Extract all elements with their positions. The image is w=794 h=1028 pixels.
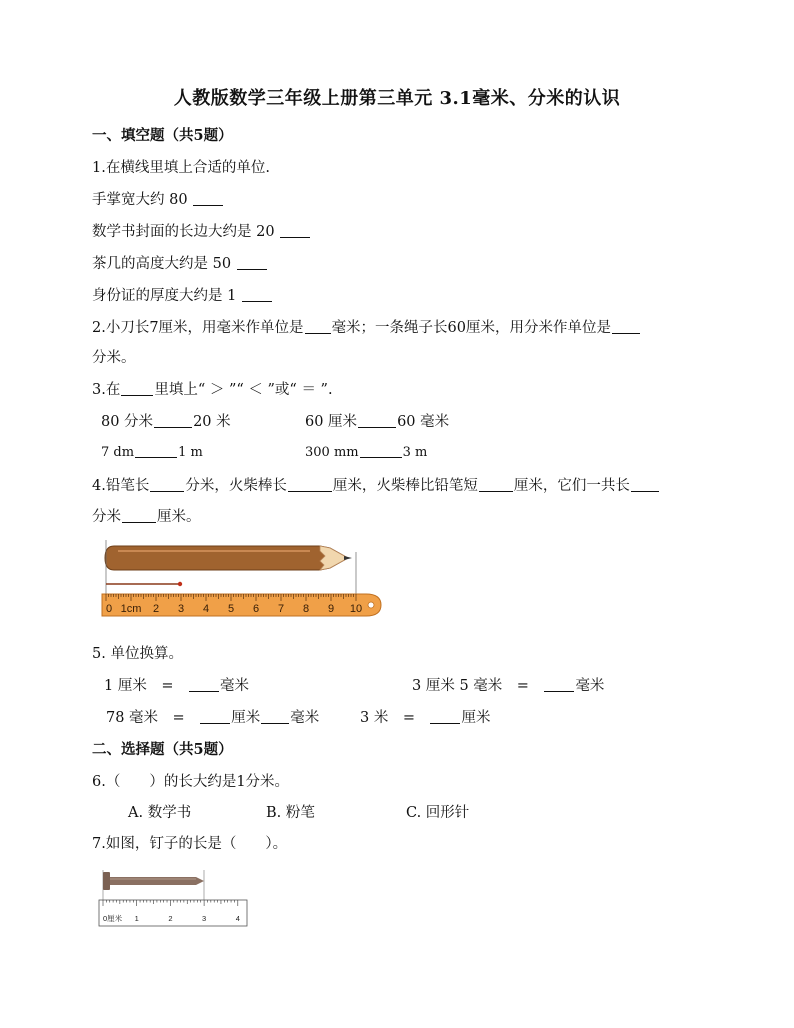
answer-blank[interactable] [358, 413, 396, 428]
ruler-label: 1cm [120, 603, 142, 615]
ruler-label: 3 [177, 603, 185, 615]
q7-stem: 7.如图，钉子的长是（ ）。 [92, 836, 288, 852]
q5-item-2: 3 厘米 5 毫米 = 毫米 [412, 678, 605, 694]
q5-item-3: 78 毫米 = 厘米 毫米 [106, 710, 320, 726]
nail-ruler-figure [98, 866, 250, 928]
ruler-label: 0 [106, 603, 113, 615]
q3-compare-2: 60 厘米 60 毫米 [305, 414, 450, 430]
ruler-label: 5 [227, 603, 235, 615]
answer-blank[interactable] [288, 477, 332, 492]
q6-option-b[interactable]: B. 粉笔 [266, 805, 315, 821]
answer-blank[interactable] [544, 677, 574, 692]
answer-blank[interactable] [280, 223, 310, 238]
q6-stem: 6.（ ）的长大约是1分米。 [92, 774, 290, 790]
answer-blank[interactable] [122, 508, 156, 523]
nail-icon [103, 872, 204, 890]
ruler-label: 4 [202, 603, 210, 615]
ruler-icon [102, 594, 381, 616]
matchstick-icon [106, 582, 182, 586]
q1-item-4: 身份证的厚度大约是 1 [92, 284, 273, 305]
answer-blank[interactable] [479, 477, 513, 492]
answer-blank[interactable] [193, 191, 223, 206]
q5-item-1: 1 厘米 = 毫米 [104, 678, 249, 694]
q3-stem: 3.在 里填上“ ＞ ”“ ＜ ”或“ ＝ ”. [92, 382, 333, 398]
ruler-label: 6 [252, 603, 260, 615]
answer-blank[interactable] [430, 709, 460, 724]
ruler-label: 2 [152, 603, 160, 615]
q3-compare-1: 80 分米 20 米 [101, 414, 231, 430]
small-ruler-label: 3 [202, 914, 207, 923]
ruler-label: 7 [277, 603, 285, 615]
q1-stem: 1.在横线里填上合适的单位. [92, 160, 270, 176]
q5-item-4: 3 米 = 厘米 [360, 710, 491, 726]
answer-blank[interactable] [154, 413, 192, 428]
small-ruler-label: 4 [235, 914, 240, 923]
ruler-label: 10 [349, 603, 363, 615]
pencil-icon [105, 546, 352, 570]
q3-compare-3: 7 dm 1 m [101, 445, 203, 460]
q1-item-2: 数学书封面的长边大约是 20 [92, 220, 311, 241]
answer-blank[interactable] [360, 443, 402, 458]
answer-blank[interactable] [237, 255, 267, 270]
answer-blank[interactable] [631, 477, 659, 492]
q4-line-2: 分米 厘米。 [92, 509, 201, 525]
q5-stem: 5. 单位换算。 [92, 646, 183, 662]
ruler-label: 9 [327, 603, 335, 615]
answer-blank[interactable] [261, 709, 289, 724]
small-ruler-label: 1 [134, 914, 139, 923]
answer-blank[interactable] [612, 319, 640, 334]
q6-option-a[interactable]: A. 数学书 [128, 805, 192, 821]
section-fill-blank: 一、填空题（共5题） [92, 127, 233, 144]
ruler-label: 8 [302, 603, 310, 615]
answer-blank[interactable] [242, 287, 272, 302]
answer-blank [121, 381, 153, 396]
answer-blank[interactable] [135, 443, 177, 458]
q6-option-c[interactable]: C. 回形针 [406, 805, 470, 821]
pencil-ruler-figure [100, 538, 390, 620]
answer-blank[interactable] [189, 677, 219, 692]
answer-blank[interactable] [150, 477, 184, 492]
q2-line-1: 2.小刀长7厘米，用毫米作单位是 毫米；一条绳子长60厘米，用分米作单位是 [92, 316, 641, 337]
page-title: 人教版数学三年级上册第三单元 3.1毫米、分米的认识 [173, 88, 621, 109]
small-ruler-label: 0厘米 [103, 914, 123, 923]
answer-blank[interactable] [305, 319, 331, 334]
q2-line-2: 分米。 [92, 350, 136, 366]
q1-item-3: 茶几的高度大约是 50 [92, 252, 268, 273]
small-ruler-label: 2 [168, 914, 173, 923]
answer-blank[interactable] [200, 709, 230, 724]
section-multiple-choice: 二、选择题（共5题） [92, 741, 233, 758]
q4-line-1: 4.铅笔长 分米，火柴棒长 厘米，火柴棒比铅笔短 厘米，它们一共长 [92, 474, 660, 495]
small-ruler-icon [99, 900, 247, 926]
q1-item-1: 手掌宽大约 80 [92, 188, 224, 209]
q3-compare-4: 300 mm 3 m [305, 445, 428, 460]
